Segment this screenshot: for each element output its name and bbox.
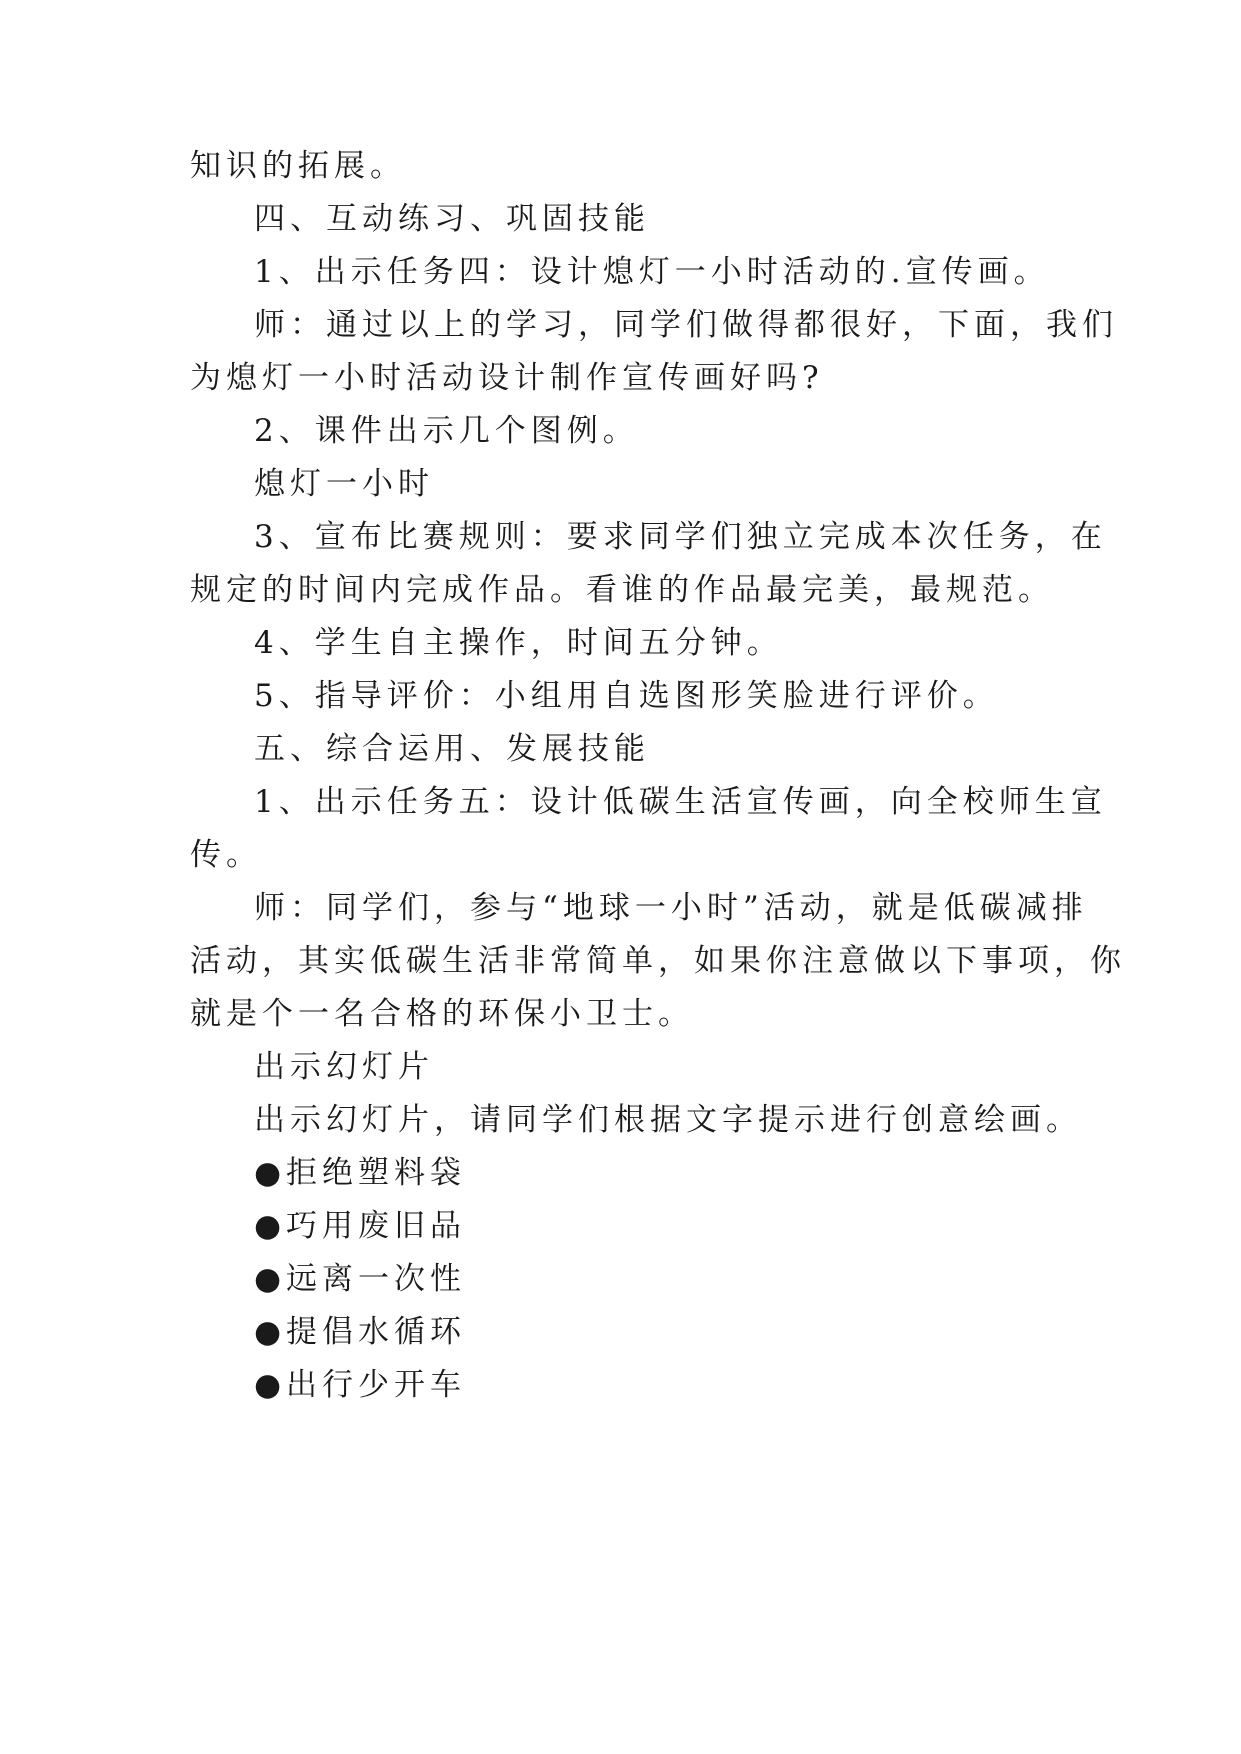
paragraph-line: 1、出示任务五：设计低碳生活宣传画，向全校师生宣: [254, 784, 1107, 820]
paragraph-line: 1、出示任务四：设计熄灯一小时活动的.宣传画。: [254, 254, 1050, 290]
paragraph-line: 为熄灯一小时活动设计制作宣传画好吗?: [190, 360, 824, 396]
paragraph-line: 5、指导评价：小组用自选图形笑脸进行评价。: [254, 678, 999, 714]
paragraph-line: 出示幻灯片: [254, 1049, 434, 1085]
bullet-item: ●拒绝塑料袋: [254, 1155, 467, 1191]
paragraph-line: 师：同学们，参与“地球一小时”活动，就是低碳减排: [254, 890, 1088, 926]
paragraph-line: 师：通过以上的学习，同学们做得都很好，下面，我们: [254, 307, 1118, 343]
paragraph-line: 就是个一名合格的环保小卫士。: [190, 996, 694, 1032]
paragraph-line: 熄灯一小时: [254, 466, 434, 502]
paragraph-line: 4、学生自主操作，时间五分钟。: [254, 625, 783, 661]
paragraph-line: 规定的时间内完成作品。看谁的作品最完美，最规范。: [190, 572, 1054, 608]
paragraph-line: 3、宣布比赛规则：要求同学们独立完成本次任务，在: [254, 519, 1107, 555]
bullet-item: ●提倡水循环: [254, 1314, 467, 1350]
paragraph-line: 2、课件出示几个图例。: [254, 413, 639, 449]
paragraph-line: 出示幻灯片，请同学们根据文字提示进行创意绘画。: [254, 1102, 1082, 1138]
section-heading: 五、综合运用、发展技能: [254, 731, 650, 767]
paragraph-line: 活动，其实低碳生活非常简单，如果你注意做以下事项，你: [190, 943, 1126, 979]
bullet-item: ●巧用废旧品: [254, 1208, 467, 1244]
section-heading: 四、互动练习、巩固技能: [254, 201, 650, 237]
bullet-item: ●远离一次性: [254, 1261, 467, 1297]
bullet-item: ●出行少开车: [254, 1367, 467, 1403]
paragraph-line: 知识的拓展。: [190, 148, 406, 184]
paragraph-line: 传。: [190, 837, 262, 873]
